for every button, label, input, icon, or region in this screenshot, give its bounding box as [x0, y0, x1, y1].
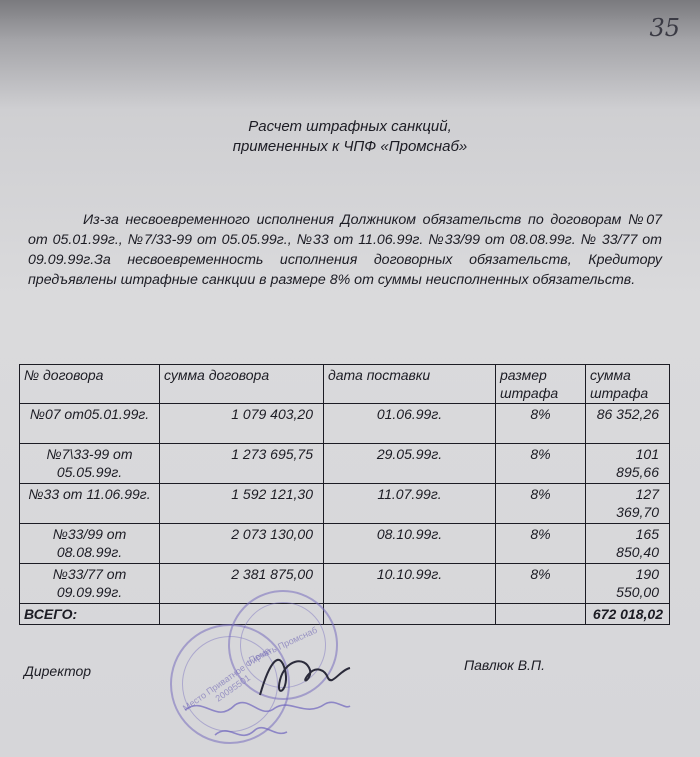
total-label: ВСЕГО:	[20, 604, 160, 625]
cell-contract: №33/99 от 08.08.99г.	[20, 524, 160, 564]
cell-amount: 1 592 121,30	[160, 484, 324, 524]
cell-rate: 8%	[496, 404, 586, 444]
signature-role: Директор	[24, 663, 92, 679]
cell-amount: 2 381 875,00	[160, 564, 324, 604]
cell-amount: 2 073 130,00	[160, 524, 324, 564]
stamp-text: Печать Промснаб	[247, 624, 319, 665]
cell-rate: 8%	[496, 524, 586, 564]
cell-amount: 1 079 403,20	[160, 404, 324, 444]
cell-fine: 165 850,40	[586, 524, 670, 564]
cell-amount: 1 273 695,75	[160, 444, 324, 484]
cell-fine: 127 369,70	[586, 484, 670, 524]
header-date: дата поставки	[324, 365, 496, 404]
header-amount: сумма договора	[160, 365, 324, 404]
table-row	[20, 404, 670, 444]
cell-date: 10.10.99г.	[324, 564, 496, 604]
cell-fine: 86 352,26	[586, 404, 670, 444]
cell-contract: №07 от05.01.99г.	[20, 404, 160, 444]
document-title	[0, 117, 700, 157]
total-row	[20, 604, 670, 625]
cell-date: 11.07.99г.	[324, 484, 496, 524]
handwritten-note	[175, 690, 355, 750]
cell-date: 08.10.99г.	[324, 524, 496, 564]
table-row	[20, 444, 670, 484]
cell-fine: 190 550,00	[586, 564, 670, 604]
cell-contract: №33 от 11.06.99г.	[20, 484, 160, 524]
cell-fine: 101 895,66	[586, 444, 670, 484]
stamp-text: Место Приватное Фирма 20095501	[180, 645, 273, 714]
cell-date: 29.05.99г.	[324, 444, 496, 484]
intro-paragraph: Из-за несвоевременного исполнения Должником обязательств по договорам №07 от 05.01.99г., №7/33-99 от 05.05.99г., №33 от 11.06.99г. №33/99 от 08.08.99г. № 33/77 от 09.09.99г.За несвоевременность исполнения договорных обязательств, Кредитору предъявлены штрафные санкции в размере 8% от суммы неисполненных обязательств.	[28, 212, 662, 288]
cell-contract: №7\33-99 от 05.05.99г.	[20, 444, 160, 484]
page-number: 35	[649, 14, 680, 42]
cell-rate: 8%	[496, 444, 586, 484]
fines-table	[19, 364, 670, 625]
cell-contract: №33/77 от 09.09.99г.	[20, 564, 160, 604]
cell-rate: 8%	[496, 564, 586, 604]
header-rate: размер штрафа	[496, 365, 586, 404]
cell-rate: 8%	[496, 484, 586, 524]
table-row	[20, 524, 670, 564]
total-empty-cell	[324, 604, 496, 625]
title-line-1: Расчет штрафных санкций,	[248, 118, 452, 135]
total-empty-cell	[496, 604, 586, 625]
cell-date: 01.06.99г.	[324, 404, 496, 444]
table-header-row	[20, 365, 670, 404]
table-row	[20, 564, 670, 604]
header-contract: № договора	[20, 365, 160, 404]
table-row	[20, 484, 670, 524]
title-line-2: примененных к ЧПФ «Промснаб»	[232, 138, 468, 155]
total-value: 672 018,02	[586, 604, 670, 625]
header-fine: сумма штрафа	[586, 365, 670, 404]
signature-name: Павлюк В.П.	[464, 657, 545, 673]
